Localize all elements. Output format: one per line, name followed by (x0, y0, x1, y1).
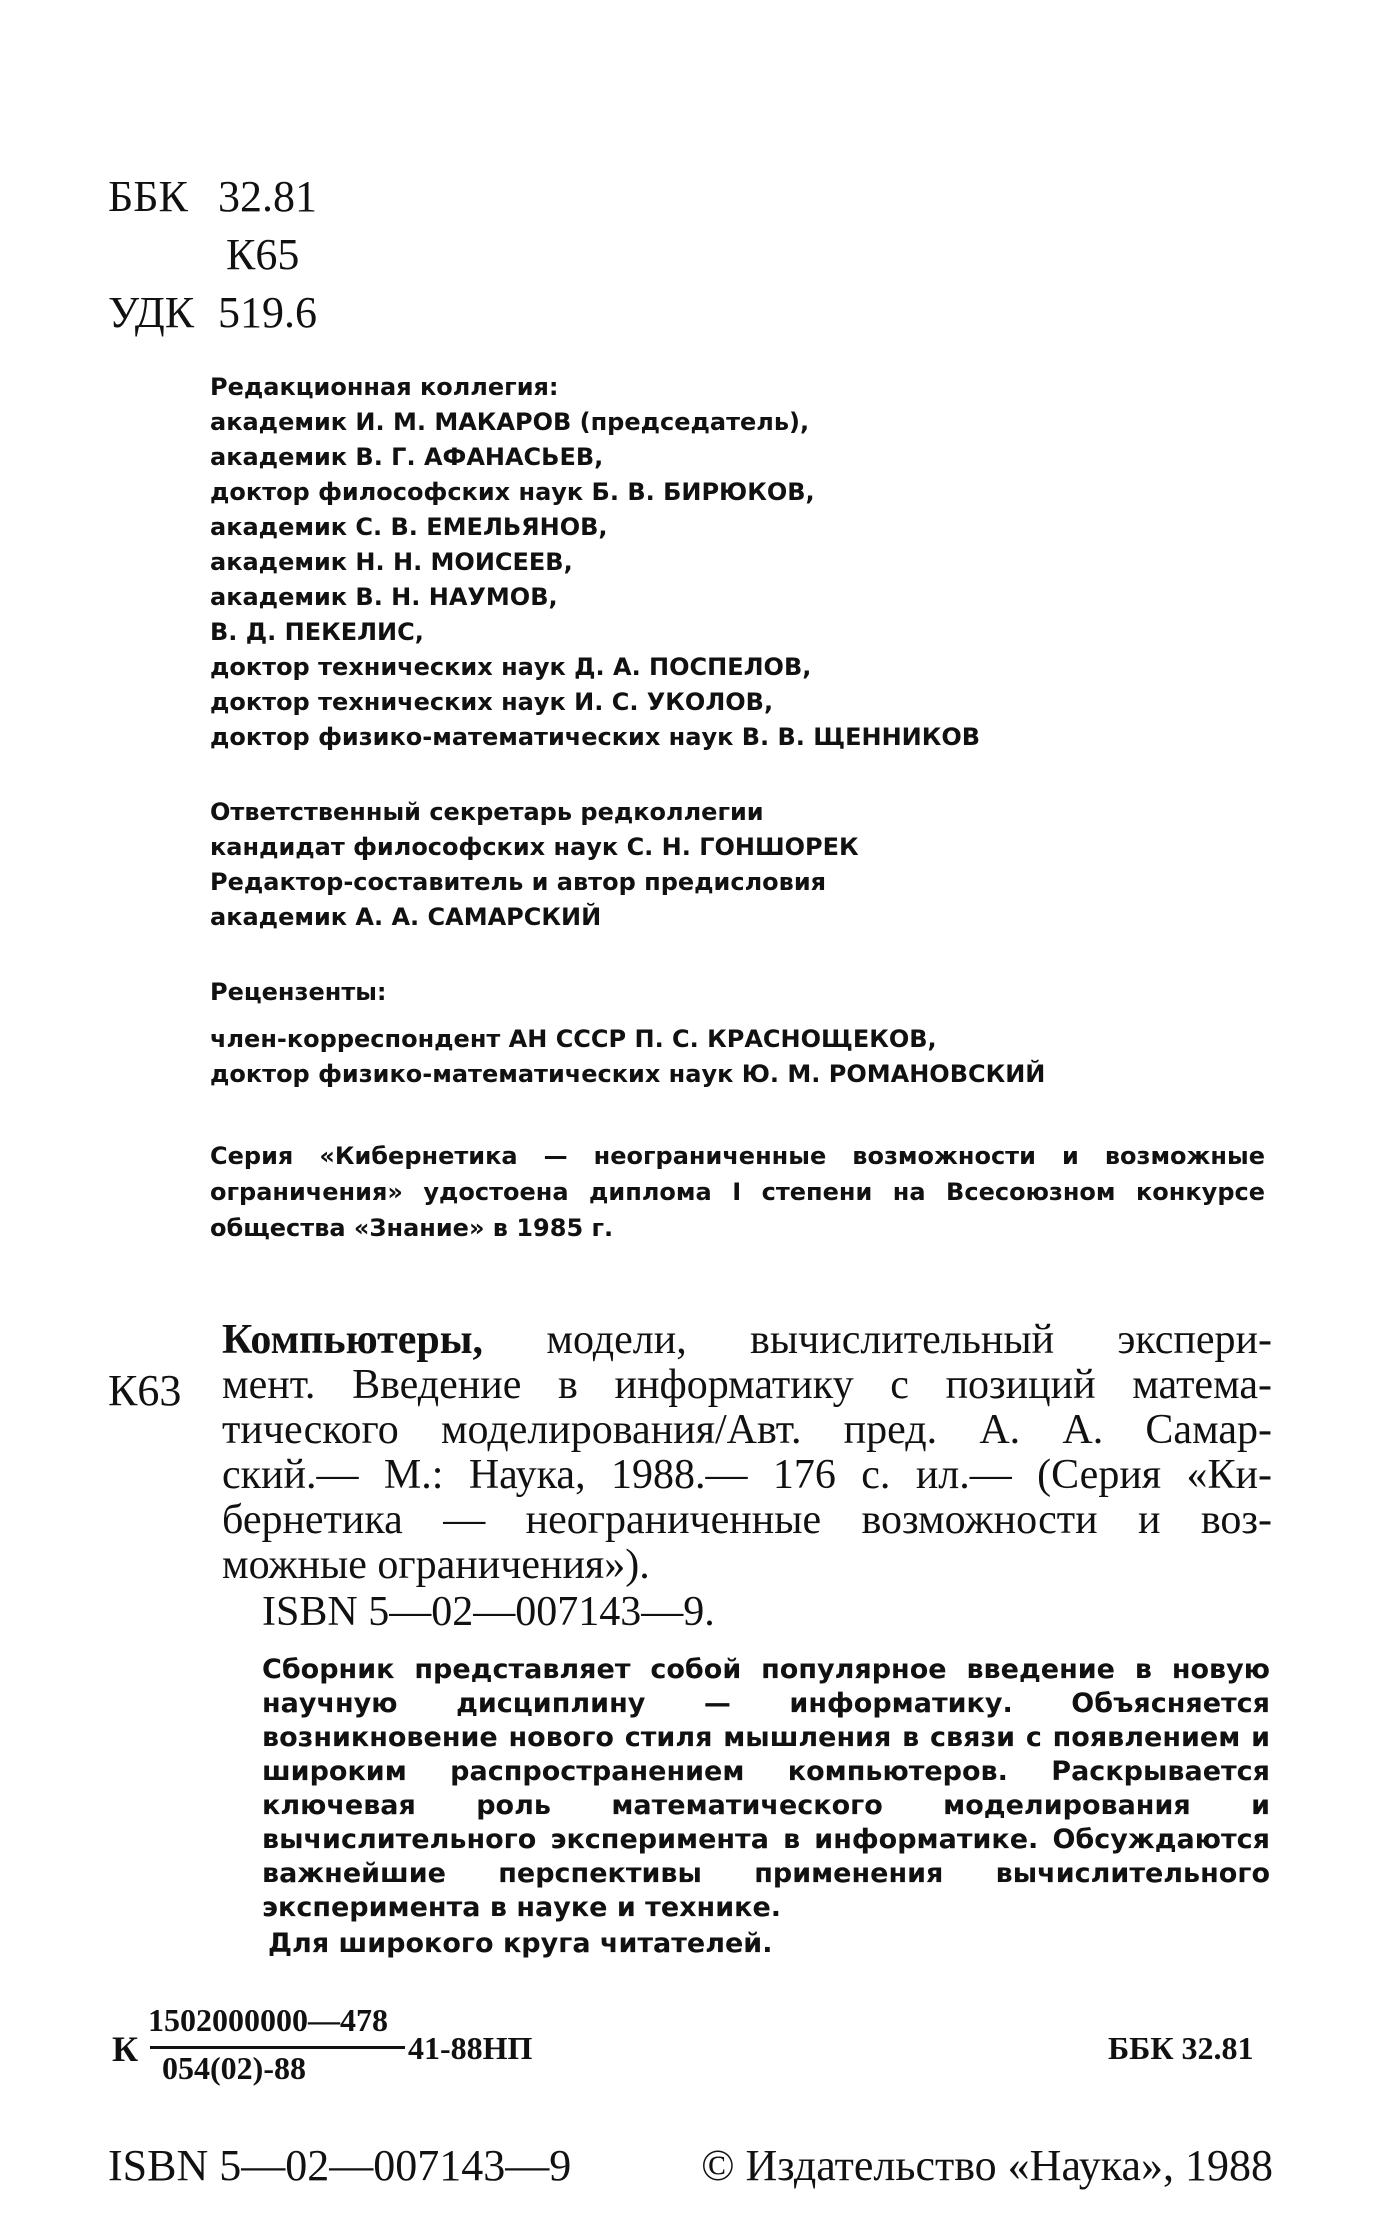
footer-isbn: ISBN 5—02—007143—9 (108, 2141, 572, 2190)
entry-last-line: можные ограничения»). (222, 1542, 650, 1588)
bbk-value: 32.81 (218, 172, 317, 221)
readers-note: Для широкого круга читателей. (268, 1928, 773, 1959)
secretary-line: академик А. А. САМАРСКИЙ (210, 903, 602, 931)
footer-copyright: © Издательство «Наука», 1988 (701, 2141, 1273, 2190)
board-member: доктор физико-математических наук В. В. ЩЕННИКОВ (210, 723, 981, 751)
author-mark: К65 (226, 230, 300, 279)
secretary-line: Ответственный секретарь редколлегии (210, 798, 764, 826)
udk-row (108, 284, 317, 342)
classification-block (108, 168, 317, 342)
editorial-board-heading: Редакционная коллегия: (210, 373, 559, 401)
code-denominator: 054(02)-88 (162, 2050, 306, 2086)
entry-line: тического моделирования/Авт. пред. А. А. Самар- (222, 1407, 1272, 1453)
editorial-board (210, 370, 980, 755)
code-numerator: 1502000000—478 (148, 2002, 388, 2038)
udk-label: УДК (108, 288, 195, 337)
reviewers-block (210, 975, 1045, 1092)
footer (108, 2140, 1273, 2191)
board-member: академик В. Н. НАУМОВ, (210, 583, 558, 611)
bibliographic-entry (222, 1318, 1272, 1588)
reviewer-line: доктор физико-математических наук Ю. М. РОМАНОВСКИЙ (210, 1060, 1046, 1088)
code-fraction-rule (150, 2046, 405, 2049)
bbk-bottom: ББК 32.81 (1108, 2030, 1254, 2066)
entry-line: ский.— М.: Наука, 1988.— 176 с. ил.— (Серия «Ки- (222, 1452, 1272, 1498)
secretary-block (210, 795, 859, 935)
board-member: доктор технических наук Д. А. ПОСПЕЛОВ, (210, 653, 812, 681)
entry-code: К63 (108, 1366, 182, 1415)
entry-title: Компьютеры, (222, 1317, 484, 1363)
board-member: доктор технических наук И. С. УКОЛОВ, (210, 688, 774, 716)
code-letter: К (112, 2029, 139, 2069)
board-member: доктор философских наук Б. В. БИРЮКОВ, (210, 478, 815, 506)
reviewer-line: член-корреспондент АН СССР П. С. КРАСНОЩЕКОВ, (210, 1025, 937, 1053)
entry-line: бернетика — неограниченные возможности и воз- (222, 1497, 1272, 1543)
entry-line: модели, вычислительный экспери- (483, 1317, 1272, 1363)
board-member: академик И. М. МАКАРОВ (председатель), (210, 408, 810, 436)
entry-title-line (222, 1318, 1272, 1363)
series-note: Серия «Кибернетика — неограниченные возможности и возможные ограничения» удостоена диплома I степени на Всесоюзном конкурсе общества «Знание» в 1985 г. (210, 1142, 1265, 1242)
entry-isbn: ISBN 5—02—007143—9. (262, 1589, 715, 1635)
board-member: академик С. В. ЕМЕЛЬЯНОВ, (210, 513, 608, 541)
author-mark-row (108, 226, 317, 284)
secretary-line: кандидат философских наук С. Н. ГОНШОРЕК (210, 833, 859, 861)
board-member: академик В. Г. АФАНАСЬЕВ, (210, 443, 604, 471)
board-member: академик Н. Н. МОИСЕЕВ, (210, 548, 573, 576)
udk-value: 519.6 (218, 288, 317, 337)
bbk-row (108, 168, 317, 226)
secretary-line: Редактор-составитель и автор предисловия (210, 868, 827, 896)
annotation-text: Сборник представляет собой популярное введение в новую научную дисциплину — информатику. Объясняется возникновение нового стиля мышления в связи с появлением и широким распространением компьютеров. Раскрывается ключевая роль математического моделирования и вычислительного эксперимента в информатике. Обсуждаются важнейшие перспективы применения вычислительного эксперимента в науке и технике. (262, 1654, 1270, 1923)
bbk-label: ББК (108, 172, 188, 221)
board-member: В. Д. ПЕКЕЛИС, (210, 618, 424, 646)
reviewers-heading: Рецензенты: (210, 978, 387, 1006)
entry-line: мент. Введение в информатику с позиций матема- (222, 1362, 1272, 1408)
code-suffix: 41-88НП (408, 2030, 533, 2066)
